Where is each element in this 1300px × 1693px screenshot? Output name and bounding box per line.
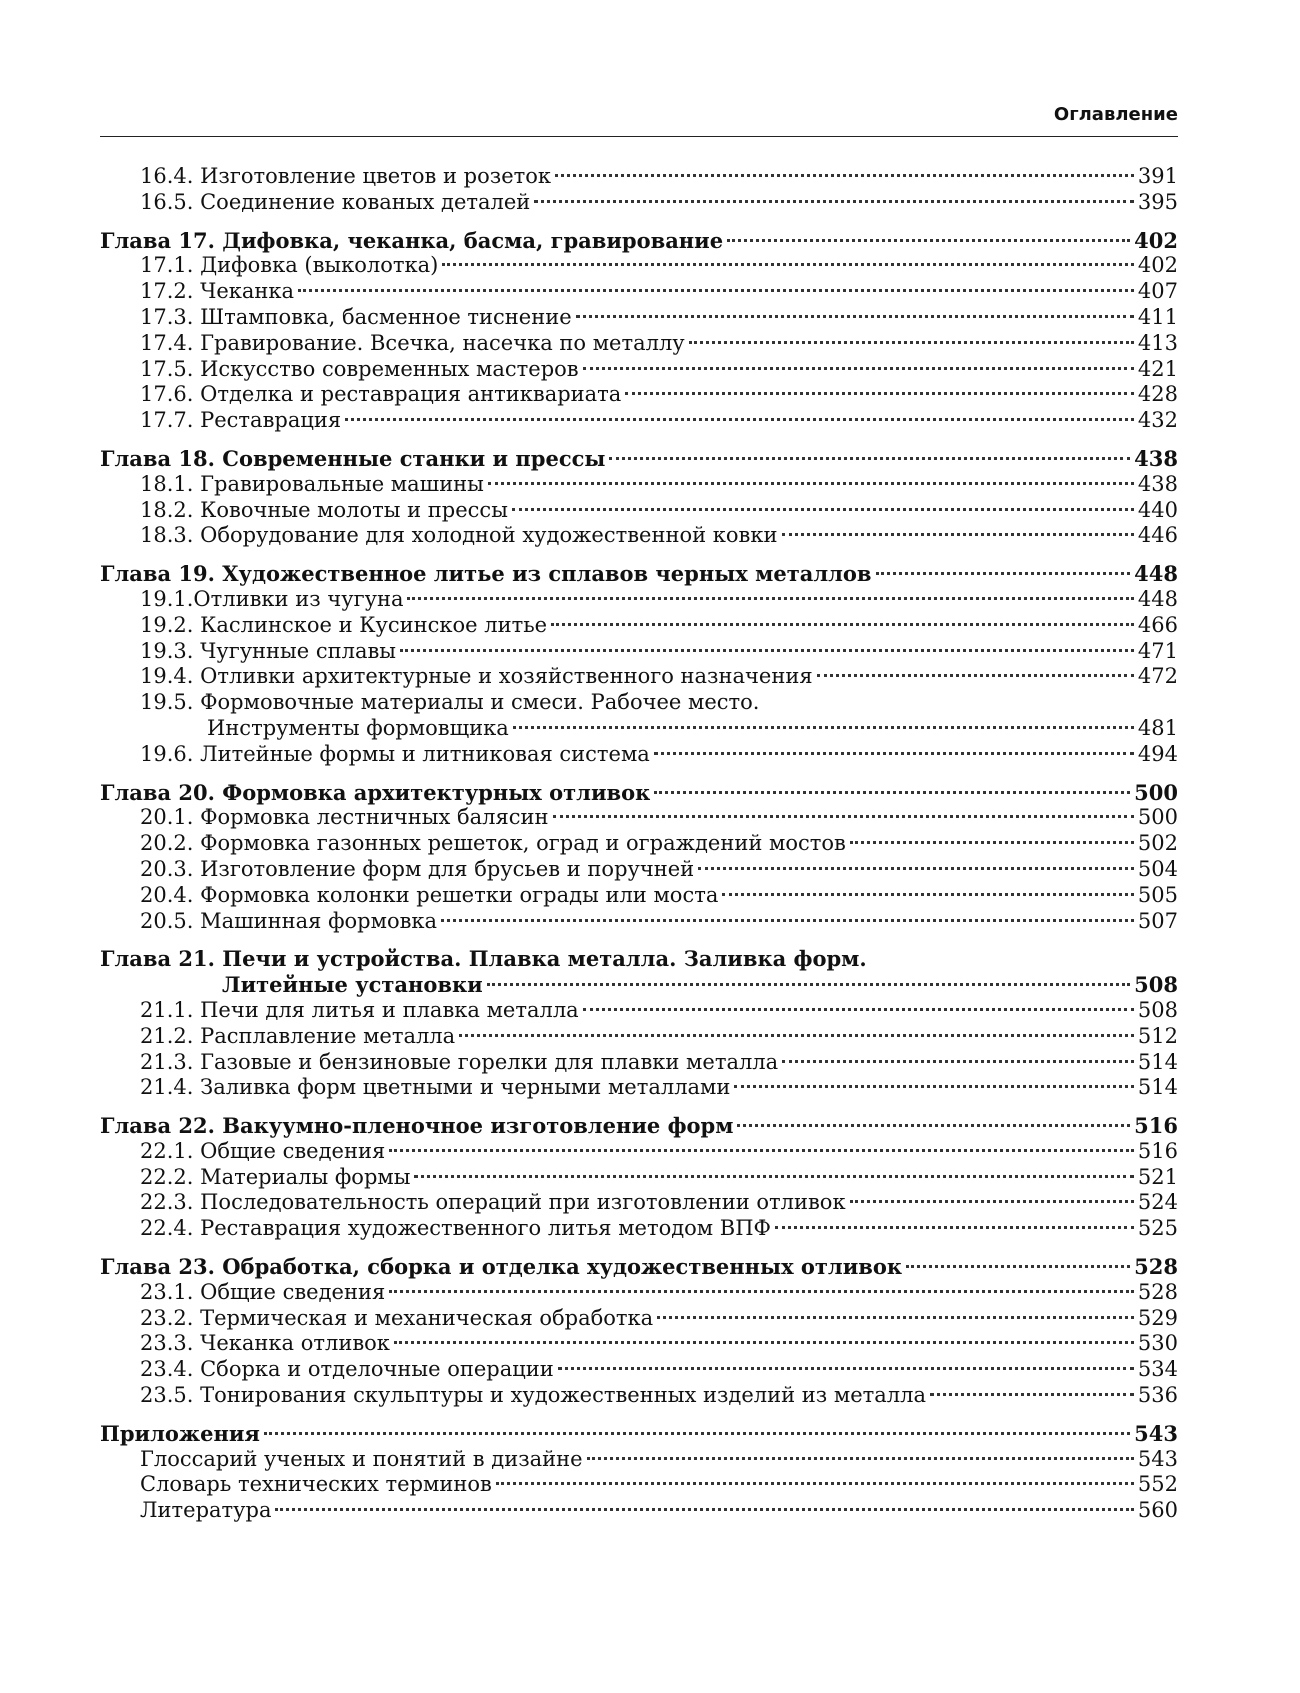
dot-leader <box>850 841 1134 844</box>
toc-page-number: 438 <box>1137 471 1178 496</box>
dot-leader <box>727 239 1130 242</box>
toc-group-ch17 <box>100 228 1178 434</box>
toc-chapter-label: Глава 22. Вакуумно-пленочное изготовление форм <box>100 1113 734 1139</box>
toc-entry-label: 21.1. Печи для литья и плавка металла <box>140 997 579 1022</box>
toc-page-number: 448 <box>1137 586 1178 611</box>
toc-entry-20-2[interactable] <box>100 831 1178 857</box>
toc-chapter-20[interactable] <box>100 780 1178 806</box>
toc-entry-label: 19.4. Отливки архитектурные и хозяйственного назначения <box>140 664 813 689</box>
dot-leader <box>583 1008 1134 1011</box>
toc-entry-label: 17.4. Гравирование. Всечка, насечка по металлу <box>140 330 685 355</box>
toc-page-number: 528 <box>1137 1279 1178 1304</box>
toc-chapter-21-continued[interactable] <box>100 972 1178 998</box>
toc-entry-19-1[interactable] <box>100 587 1178 613</box>
toc-page-number: 481 <box>1137 715 1178 740</box>
toc-entry-label: 19.1.Отливки из чугуна <box>140 586 404 611</box>
toc-chapter-label: Глава 18. Современные станки и прессы <box>100 445 606 471</box>
toc-entry-label: 17.1. Дифовка (выколотка) <box>140 253 439 278</box>
toc-entry-21-4[interactable] <box>100 1075 1178 1101</box>
toc-entry-dictionary[interactable] <box>100 1472 1178 1498</box>
toc-entry-label: 18.1. Гравировальные машины <box>140 471 484 496</box>
toc-entry-20-5[interactable] <box>100 909 1178 935</box>
toc-page-number: 530 <box>1137 1331 1178 1356</box>
toc-entry-label: Литература <box>140 1498 272 1523</box>
toc-group-ch23 <box>100 1254 1178 1409</box>
toc-entry-23-1[interactable] <box>100 1280 1178 1306</box>
dot-leader <box>782 533 1134 536</box>
toc-entry-label: 16.4. Изготовление цветов и розеток <box>140 164 552 188</box>
toc-entry-label: 20.4. Формовка колонки решетки ограды или моста <box>140 882 719 907</box>
toc-entry-label: 21.2. Расплавление металла <box>140 1023 456 1048</box>
toc-page-number: 413 <box>1137 330 1178 355</box>
toc-entry-19-5[interactable] <box>100 690 1178 716</box>
toc-entry-22-4[interactable] <box>100 1216 1178 1242</box>
toc-chapter-label: Глава 19. Художественное литье из сплавов черных металлов <box>100 561 872 587</box>
toc-entry-17-3[interactable] <box>100 305 1178 331</box>
toc-page-number: 512 <box>1137 1023 1178 1048</box>
dot-leader <box>775 1226 1134 1229</box>
toc-page-number: 528 <box>1134 1254 1178 1280</box>
toc-page-number: 507 <box>1137 908 1178 933</box>
toc-page-number: 421 <box>1137 356 1178 381</box>
toc-entry-label: 21.4. Заливка форм цветными и черными металлами <box>140 1075 731 1100</box>
dot-leader <box>407 597 1133 600</box>
toc-page-number: 494 <box>1137 741 1178 766</box>
toc-entry-label: 19.6. Литейные формы и литниковая система <box>140 741 650 766</box>
dot-leader <box>558 1367 1134 1370</box>
dot-leader <box>654 791 1130 794</box>
toc-chapter-23[interactable] <box>100 1254 1178 1280</box>
toc-chapter-label: Приложения <box>100 1420 260 1446</box>
toc-entry-label: 17.2. Чеканка <box>140 279 295 304</box>
toc-entry-21-3[interactable] <box>100 1050 1178 1076</box>
dot-leader <box>298 289 1134 292</box>
toc-page-number: 514 <box>1137 1075 1178 1100</box>
dot-leader <box>400 649 1134 652</box>
dot-leader <box>394 1341 1134 1344</box>
toc-chapter-label: Глава 17. Дифовка, чеканка, басма, гравирование <box>100 227 724 253</box>
toc-page-number: 543 <box>1134 1420 1178 1446</box>
toc-entry-label: 22.4. Реставрация художественного литья методом ВПФ <box>140 1216 771 1241</box>
dot-leader <box>442 263 1134 266</box>
toc-chapter-22[interactable] <box>100 1113 1178 1139</box>
toc-entry-17-6[interactable] <box>100 382 1178 408</box>
toc-page-number: 508 <box>1137 997 1178 1022</box>
dot-leader <box>414 1175 1133 1178</box>
toc-entry-label: Глоссарий ученых и понятий в дизайне <box>140 1446 583 1471</box>
toc-entry-23-2[interactable] <box>100 1306 1178 1332</box>
toc-entry-label: 23.3. Чеканка отливок <box>140 1331 390 1356</box>
toc-entry-label: 17.7. Реставрация <box>140 408 342 433</box>
dot-leader <box>587 1457 1134 1460</box>
dot-leader <box>512 508 1134 511</box>
toc-entry-16-4[interactable] <box>100 164 1178 190</box>
toc-entry-23-4[interactable] <box>100 1357 1178 1383</box>
toc-chapter-label: Глава 20. Формовка архитектурных отливок <box>100 779 651 805</box>
toc-entry-label: 19.2. Каслинское и Кусинское литье <box>140 612 548 637</box>
header-rule <box>100 136 1178 137</box>
toc-entry-23-5[interactable] <box>100 1383 1178 1409</box>
toc-entry-19-3[interactable] <box>100 639 1178 665</box>
toc-page-number: 505 <box>1137 882 1178 907</box>
dot-leader <box>817 674 1134 677</box>
toc-entry-label: 23.2. Термическая и механическая обработка <box>140 1305 654 1330</box>
toc-page-number: 536 <box>1137 1383 1178 1408</box>
toc-page-number: 514 <box>1137 1049 1178 1074</box>
dot-leader <box>930 1393 1134 1396</box>
toc-chapter-19[interactable] <box>100 561 1178 587</box>
toc-entry-label: 23.5. Тонирования скульптуры и художественных изделий из металла <box>140 1383 927 1408</box>
toc-entry-label: 22.3. Последовательность операций при изготовлении отливок <box>140 1190 846 1215</box>
toc-entry-label: 22.2. Материалы формы <box>140 1164 411 1189</box>
toc-page-number: 529 <box>1137 1305 1178 1330</box>
toc-entry-21-1[interactable] <box>100 998 1178 1024</box>
toc-page-number: 552 <box>1137 1472 1178 1497</box>
toc-page-number: 428 <box>1137 382 1178 407</box>
toc-entry-22-3[interactable] <box>100 1190 1178 1216</box>
toc-group-ch18 <box>100 446 1178 549</box>
toc-entry-label: 20.1. Формовка лестничных балясин <box>140 805 549 830</box>
toc-group-ch21 <box>100 946 1178 1101</box>
toc-page-number: 466 <box>1137 612 1178 637</box>
dot-leader <box>389 1290 1134 1293</box>
dot-leader <box>850 1200 1134 1203</box>
dot-leader <box>264 1432 1130 1435</box>
toc-entry-17-1[interactable] <box>100 253 1178 279</box>
toc-entry-17-4[interactable] <box>100 331 1178 357</box>
toc-page-number: 502 <box>1137 831 1178 856</box>
dot-leader <box>389 1149 1134 1152</box>
toc-page-number: 500 <box>1134 779 1178 805</box>
toc-entry-label: 21.3. Газовые и бензиновые горелки для плавки металла <box>140 1049 779 1074</box>
dot-leader <box>275 1508 1133 1511</box>
dot-leader <box>734 1085 1134 1088</box>
toc-page-number: 524 <box>1137 1190 1178 1215</box>
toc-page-number: 521 <box>1137 1164 1178 1189</box>
toc-entry-21-2[interactable] <box>100 1024 1178 1050</box>
toc-entry-20-1[interactable] <box>100 805 1178 831</box>
toc-page-number: 560 <box>1137 1498 1178 1523</box>
toc-group-ch22 <box>100 1113 1178 1242</box>
toc-appendices-heading[interactable] <box>100 1421 1178 1447</box>
toc-page-number: 395 <box>1137 189 1178 214</box>
dot-leader <box>459 1034 1134 1037</box>
toc-page-number: 472 <box>1137 664 1178 689</box>
toc-entry-18-3[interactable] <box>100 523 1178 549</box>
dot-leader <box>657 1316 1134 1319</box>
toc-group-ch20 <box>100 780 1178 935</box>
table-of-contents <box>100 164 1178 1536</box>
toc-page-number: 407 <box>1137 279 1178 304</box>
toc-entry-19-5-continued[interactable] <box>100 716 1178 742</box>
toc-group-ch19 <box>100 561 1178 767</box>
toc-entry-label: 20.5. Машинная формовка <box>140 908 438 933</box>
toc-page-number: 500 <box>1137 805 1178 830</box>
toc-entry-label: 19.5. Формовочные материалы и смеси. Рабочее место. <box>140 690 760 715</box>
toc-entry-20-4[interactable] <box>100 883 1178 909</box>
toc-page-number: 440 <box>1137 497 1178 522</box>
toc-page-number: 402 <box>1137 253 1178 278</box>
dot-leader <box>654 752 1134 755</box>
toc-chapter-18[interactable] <box>100 446 1178 472</box>
toc-page-number: 438 <box>1134 445 1178 471</box>
toc-page-number: 446 <box>1137 523 1178 548</box>
toc-entry-label: 23.4. Сборка и отделочные операции <box>140 1357 554 1382</box>
dot-leader <box>553 815 1134 818</box>
dot-leader <box>609 457 1130 460</box>
toc-entry-label: Инструменты формовщика <box>207 715 509 740</box>
toc-entry-22-2[interactable] <box>100 1165 1178 1191</box>
running-title: Оглавление <box>1053 104 1178 125</box>
dot-leader <box>698 867 1134 870</box>
dot-leader <box>441 919 1134 922</box>
toc-page-number: 516 <box>1137 1138 1178 1163</box>
toc-group-appendices <box>100 1421 1178 1524</box>
toc-chapter-17[interactable] <box>100 228 1178 254</box>
toc-page-number: 516 <box>1134 1113 1178 1139</box>
toc-entry-17-7[interactable] <box>100 408 1178 434</box>
toc-entry-label: 17.6. Отделка и реставрация антиквариата <box>140 382 622 407</box>
toc-chapter-label: Глава 23. Обработка, сборка и отделка художественных отливок <box>100 1254 903 1280</box>
dot-leader <box>534 200 1134 203</box>
toc-entry-17-2[interactable] <box>100 279 1178 305</box>
dot-leader <box>689 341 1134 344</box>
toc-page-number: 508 <box>1134 972 1178 998</box>
toc-entry-label: 22.1. Общие сведения <box>140 1138 386 1163</box>
toc-entry-label: 16.5. Соединение кованых деталей <box>140 189 531 214</box>
dot-leader <box>906 1265 1130 1268</box>
toc-entry-20-3[interactable] <box>100 857 1178 883</box>
toc-page-number: 504 <box>1137 856 1178 881</box>
dot-leader <box>488 482 1134 485</box>
toc-entry-label: 17.3. Штамповка, басменное тиснение <box>140 304 572 329</box>
dot-leader <box>496 1482 1134 1485</box>
toc-page-number: 411 <box>1137 304 1178 329</box>
toc-chapter-label: Глава 21. Печи и устройства. Плавка металла. Заливка форм. <box>100 946 867 972</box>
toc-page-number: 448 <box>1134 561 1178 587</box>
toc-page-number: 534 <box>1137 1357 1178 1382</box>
toc-entry-label: 23.1. Общие сведения <box>140 1279 386 1304</box>
dot-leader <box>876 572 1131 575</box>
toc-page-number: 471 <box>1137 638 1178 663</box>
toc-entry-19-4[interactable] <box>100 664 1178 690</box>
toc-entry-label: 19.3. Чугунные сплавы <box>140 638 397 663</box>
toc-entry-17-5[interactable] <box>100 357 1178 383</box>
toc-entry-19-2[interactable] <box>100 613 1178 639</box>
toc-entry-literature[interactable] <box>100 1498 1178 1524</box>
toc-entry-18-2[interactable] <box>100 498 1178 524</box>
toc-chapter-21[interactable] <box>100 946 1178 972</box>
toc-entry-glossary[interactable] <box>100 1447 1178 1473</box>
toc-page-number: 525 <box>1137 1216 1178 1241</box>
toc-group-ch16-tail <box>100 164 1178 216</box>
dot-leader <box>576 315 1134 318</box>
dot-leader <box>555 174 1134 177</box>
toc-entry-23-3[interactable] <box>100 1331 1178 1357</box>
toc-entry-label: 18.3. Оборудование для холодной художественной ковки <box>140 523 778 548</box>
dot-leader <box>625 392 1134 395</box>
dot-leader <box>513 726 1134 729</box>
toc-page-number: 391 <box>1137 164 1178 188</box>
toc-entry-16-5[interactable] <box>100 190 1178 216</box>
toc-entry-18-1[interactable] <box>100 472 1178 498</box>
toc-chapter-label: Литейные установки <box>222 972 483 998</box>
dot-leader <box>487 983 1130 986</box>
toc-page-number: 432 <box>1137 408 1178 433</box>
toc-entry-label: 18.2. Ковочные молоты и прессы <box>140 497 508 522</box>
toc-entry-19-6[interactable] <box>100 742 1178 768</box>
dot-leader <box>737 1124 1130 1127</box>
dot-leader <box>583 367 1134 370</box>
dot-leader <box>551 623 1134 626</box>
toc-entry-label: 17.5. Искусство современных мастеров <box>140 356 579 381</box>
dot-leader <box>782 1060 1134 1063</box>
dot-leader <box>345 418 1134 421</box>
toc-entry-label: Словарь технических терминов <box>140 1472 492 1497</box>
toc-entry-label: 20.3. Изготовление форм для брусьев и поручней <box>140 856 695 881</box>
toc-entry-label: 20.2. Формовка газонных решеток, оград и ограждений мостов <box>140 831 846 856</box>
dot-leader <box>722 893 1134 896</box>
toc-page-number: 543 <box>1137 1446 1178 1471</box>
toc-entry-22-1[interactable] <box>100 1139 1178 1165</box>
toc-page-number: 402 <box>1134 227 1178 253</box>
